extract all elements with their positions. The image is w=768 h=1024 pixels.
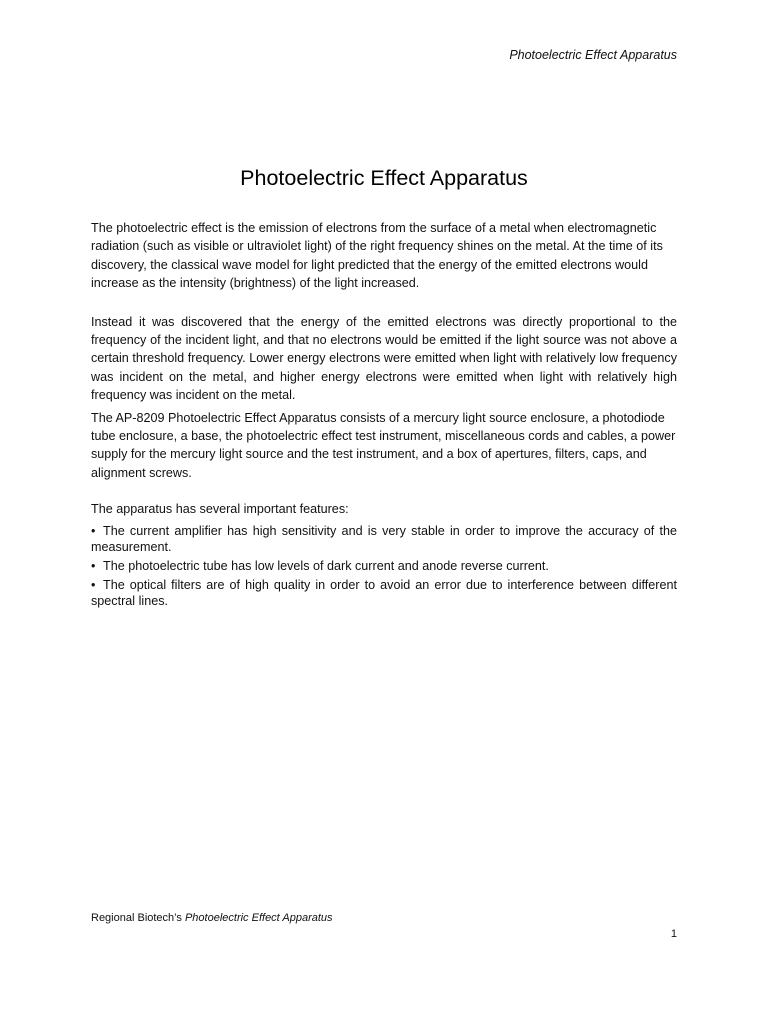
- feature-text: The photoelectric tube has low levels of dark current and anode reverse current.: [103, 558, 549, 573]
- running-header: Photoelectric Effect Apparatus: [509, 48, 677, 62]
- apparatus-paragraph: The AP-8209 Photoelectric Effect Apparatus consists of a mercury light source enclosure, a photodiode tube enclosure, a base, the photoelectric effect test instrument, miscellaneous cords and cables, a power supply for the mercury light source and the test instrument, and a box of apertures, filters, caps, and alignment screws.: [91, 410, 676, 480]
- footer-publisher: [91, 912, 333, 924]
- intro-paragraph: The photoelectric effect is the emission of electrons from the surface of a metal when electromagnetic radiation (such as visible or ultraviolet light) of the right frequency shines on the metal. At the time of its discovery, the classical wave model for light predicted that the energy of the emitted electrons would increase as the intensity (brightness) of the light increased.: [91, 221, 663, 291]
- feature-item: [91, 523, 677, 555]
- feature-item: [91, 558, 677, 574]
- feature-text: The current amplifier has high sensitivity and is very stable in order to improve the accuracy of the measurement.: [91, 523, 677, 554]
- page-number: 1: [670, 928, 677, 940]
- bullet-icon: •: [91, 558, 96, 573]
- feature-item: [91, 577, 677, 609]
- bullet-icon: •: [91, 577, 96, 592]
- features-intro: The apparatus has several important features:: [91, 502, 349, 517]
- document-body: [91, 219, 677, 612]
- features-list: [91, 523, 677, 609]
- discovery-paragraph: Instead it was discovered that the energy of the emitted electrons was directly proportional to the frequency of the incident light, and that no electrons would be emitted if the light source was not above a certain threshold frequency. Lower energy electrons were emitted when light with relatively low frequency was incident on the metal, and higher energy electrons were emitted when light with relatively high frequency was incident on the metal.: [91, 314, 677, 403]
- feature-text: The optical filters are of high quality in order to avoid an error due to interference between different spectral lines.: [91, 577, 677, 608]
- footer-publisher-prefix: Regional Biotech’s: [91, 912, 185, 924]
- page-title: Photoelectric Effect Apparatus: [240, 166, 528, 190]
- footer-publisher-title: Photoelectric Effect Apparatus: [184, 912, 333, 924]
- bullet-icon: •: [91, 523, 96, 538]
